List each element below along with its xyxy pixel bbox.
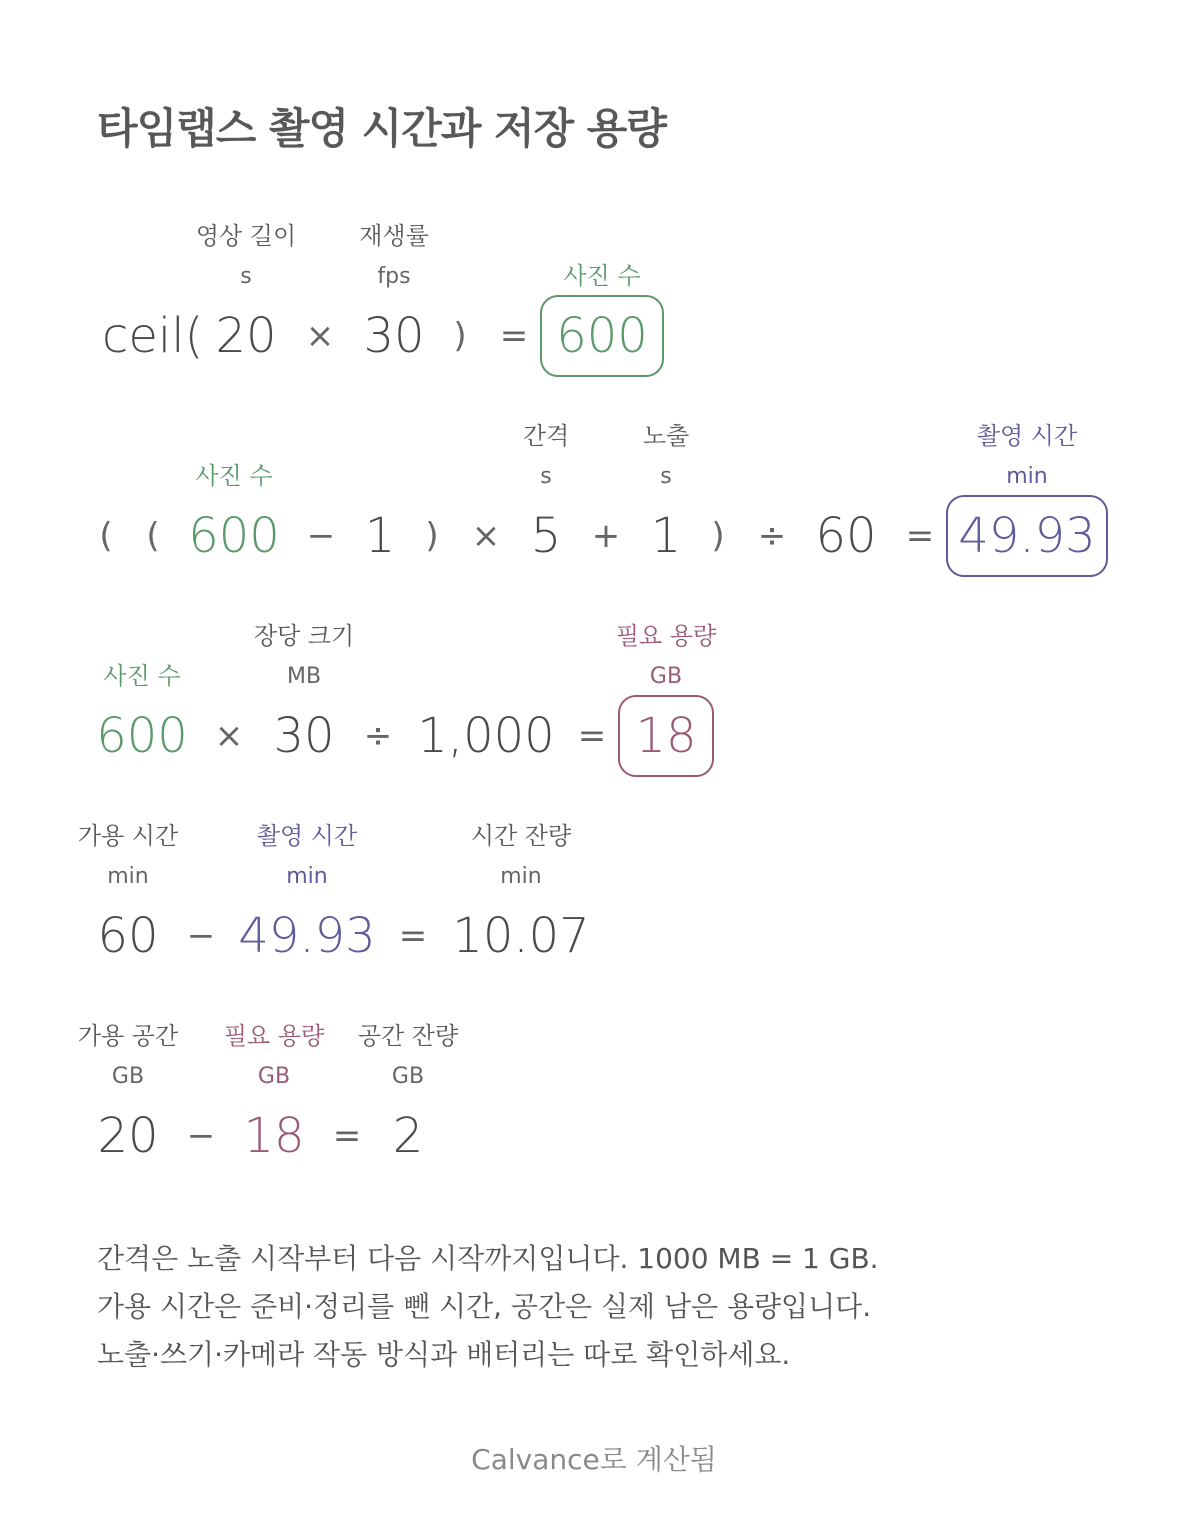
interval-value: 5 — [530, 508, 562, 564]
available-time-unit: min — [107, 864, 149, 889]
size-per-photo-label: 장당 크기 — [253, 622, 355, 650]
times-operator: × — [471, 516, 501, 556]
footer-credit: Calvance로 계산됨 — [471, 1443, 717, 1476]
size-per-photo-unit: MB — [286, 664, 322, 689]
shooting-time-unit: min — [1006, 464, 1048, 489]
required-storage-unit: GB — [257, 1064, 291, 1089]
space-remaining-unit: GB — [391, 1064, 425, 1089]
close-paren: ) — [453, 316, 467, 356]
minus-operator: − — [186, 1116, 216, 1156]
divide-operator: ÷ — [363, 716, 393, 756]
exposure-label: 노출 — [642, 422, 690, 450]
open-paren-inner: ( — [146, 516, 160, 556]
photo-count-label: 사진 수 — [103, 662, 181, 690]
photo-count-value: 600 — [188, 508, 280, 564]
available-time-value: 60 — [97, 908, 159, 964]
shooting-time-value: 49.93 — [958, 508, 1096, 564]
equals-sign: = — [577, 716, 607, 756]
clip-length-unit: s — [240, 264, 252, 289]
thousand-value: 1,000 — [417, 708, 555, 764]
interval-unit: s — [540, 464, 552, 489]
space-remaining-label: 공간 잔량 — [357, 1022, 459, 1050]
photo-count-label: 사진 수 — [563, 262, 641, 290]
exposure-value: 1 — [650, 508, 682, 564]
clip-length-value: 20 — [215, 308, 277, 364]
photo-count-value: 600 — [556, 308, 648, 364]
shooting-time-value: 49.93 — [238, 908, 376, 964]
note-line: 노출·쓰기·카메라 작동 방식과 배터리는 따로 확인하세요. — [97, 1338, 791, 1371]
clip-length-label: 영상 길이 — [195, 222, 297, 250]
available-space-value: 20 — [97, 1108, 159, 1164]
available-time-label: 가용 시간 — [77, 822, 179, 850]
frame-rate-label: 재생률 — [359, 222, 429, 250]
page-title: 타임랩스 촬영 시간과 저장 용량 — [97, 104, 666, 153]
one-value: 1 — [364, 508, 396, 564]
notes — [97, 1235, 879, 1379]
space-remaining-value: 2 — [392, 1108, 424, 1164]
divide-operator: ÷ — [757, 516, 787, 556]
close-paren-outer: ) — [711, 516, 725, 556]
frame-rate-value: 30 — [363, 308, 425, 364]
time-remaining-value: 10.07 — [452, 908, 590, 964]
time-remaining-label: 시간 잔량 — [470, 822, 572, 850]
exposure-unit: s — [660, 464, 672, 489]
equals-sign: = — [499, 316, 529, 356]
available-space-label: 가용 공간 — [77, 1022, 179, 1050]
time-remaining-unit: min — [500, 864, 542, 889]
shooting-time-label: 촬영 시간 — [976, 422, 1078, 450]
sixty-value: 60 — [815, 508, 877, 564]
photo-count-value: 600 — [96, 708, 188, 764]
equals-sign: = — [905, 516, 935, 556]
note-line: 간격은 노출 시작부터 다음 시작까지입니다. 1000 MB = 1 GB. — [97, 1242, 879, 1275]
photo-count-label: 사진 수 — [195, 462, 273, 490]
note-line: 가용 시간은 준비·정리를 뺀 시간, 공간은 실제 남은 용량입니다. — [97, 1290, 872, 1323]
close-paren-inner: ) — [425, 516, 439, 556]
required-storage-label: 필요 용량 — [223, 1022, 325, 1050]
interval-label: 간격 — [522, 422, 570, 450]
shooting-time-unit: min — [286, 864, 328, 889]
minus-operator: − — [306, 516, 336, 556]
times-operator: × — [214, 716, 244, 756]
shooting-time-label: 촬영 시간 — [256, 822, 358, 850]
frame-rate-unit: fps — [377, 264, 411, 289]
required-storage-unit: GB — [649, 664, 683, 689]
required-storage-value: 18 — [243, 1108, 305, 1164]
minus-operator: − — [186, 916, 216, 956]
open-paren-outer: ( — [99, 516, 113, 556]
equals-sign: = — [398, 916, 428, 956]
available-space-unit: GB — [111, 1064, 145, 1089]
equals-sign: = — [332, 1116, 362, 1156]
required-storage-label: 필요 용량 — [615, 622, 717, 650]
size-per-photo-value: 30 — [273, 708, 335, 764]
plus-operator: + — [591, 516, 621, 556]
ceil-prefix: ceil( — [102, 308, 204, 364]
times-operator: × — [305, 316, 335, 356]
required-storage-value: 18 — [635, 708, 697, 764]
